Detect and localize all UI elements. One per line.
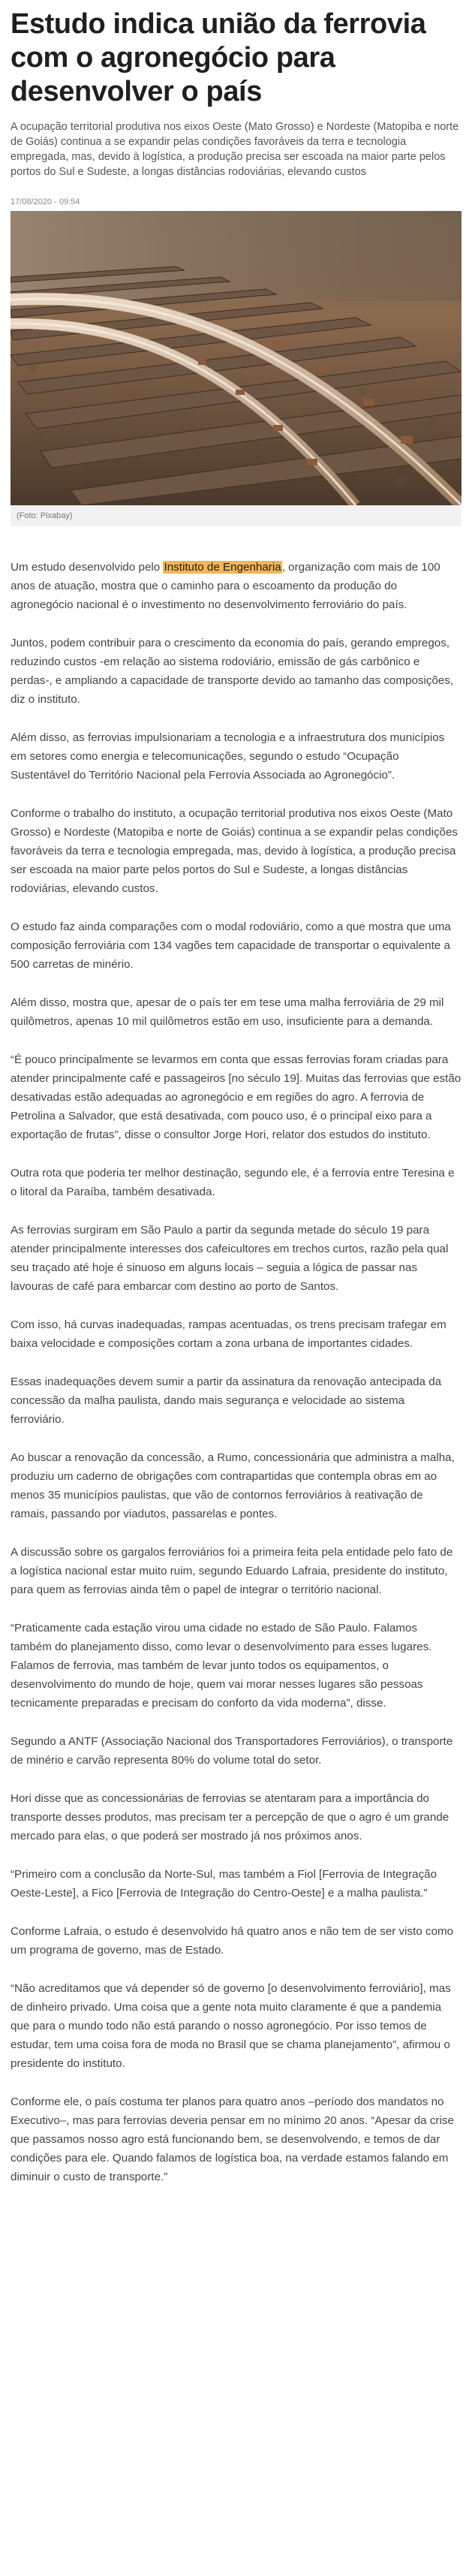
article-lead: A ocupação territorial produtiva nos eixos Oeste (Mato Grosso) e Nordeste (Matopiba e norte de Goiás) continua a se expandir pelas condições favoráveis da terra e tecnologia empregada, mas, devido à logística, a produção precisa ser escoada na maior parte pelos portos do Sul e Sudeste, a longas distâncias rodoviárias, elevando custos — [11, 121, 459, 178]
article-date: 17/08/2020 - 09:54 — [11, 197, 80, 206]
photo-caption: (Foto: Pixabay) — [11, 505, 461, 526]
paragraph: “Primeiro com a conclusão da Norte-Sul, mas também a Fiol [Ferrovia de Integração Oeste-Leste], a Fico [Ferrovia de Integração do Centro-Oeste] e a malha paulista.” — [11, 1868, 437, 1900]
paragraph: “Praticamente cada estação virou uma cidade no estado de São Paulo. Falamos também do planejamento disso, como levar o desenvolvimento para esses lugares. Falamos de ferrovia, mas também de levar junto todos os equipamentos, o desenvolvimento do mundo de hoje, quem vai morar nesses lugares são pessoas tecnicamente preparadas e precisam do conforto da vida moderna”, disse. — [11, 1622, 432, 1710]
article-title: Estudo indica união da ferrovia com o agronegócio para desenvolver o país — [11, 8, 426, 107]
paragraph: Com isso, há curvas inadequadas, rampas acentuadas, os trens precisam trafegar em baixa velocidade e composições cortam a zona urbana de importantes cidades. — [11, 1318, 446, 1350]
paragraph: Segundo a ANTF (Associação Nacional dos Transportadores Ferroviários), o transporte de minério e carvão representa 80% do volume total do setor. — [11, 1735, 453, 1767]
paragraph: “Não acreditamos que vá depender só de governo [o desenvolvimento ferroviário], mas de dinheiro privado. Uma coisa que a gente nota muito claramente é que a pandemia que para o mundo todo não está parando o nosso agronegócio. Por isso temos de estudar, tem uma coisa fora de moda no Brasil que se chama planejamento”, afirmou o presidente do instituto. — [11, 1982, 451, 2070]
paragraph: Conforme o trabalho do instituto, a ocupação territorial produtiva nos eixos Oeste (Mato Grosso) e Nordeste (Matopiba e norte de Goiás) continua a se expandir pelas condições favoráveis da terra e tecnologia empregada, mas, devido à logística, a produção precisa ser escoada na maior parte pelos portos do Sul e Sudeste, a longas distâncias rodoviárias, elevando custos. — [11, 807, 458, 895]
paragraph: Essas inadequações devem sumir a partir da assinatura da renovação antecipada da concessão da malha paulista, dando mais segurança e velocidade ao sistema ferroviário. — [11, 1375, 442, 1426]
paragraph-intro-text-start: Um estudo desenvolvido pelo — [11, 561, 164, 574]
paragraph: Hori disse que as concessionárias de ferrovias se atentaram para a importância do transporte desses produtos, mas precisam ter a percepção de que o agro é um grande mercado para elas, o que poderá ser mostrado já nos próximos anos. — [11, 1792, 449, 1842]
railroad-track-photo — [11, 211, 461, 505]
paragraph: As ferrovias surgiram em São Paulo a partir da segunda metade do século 19 para atender principalmente interesses dos cafeicultores em trechos curtos, razão pela qual seu traçado até hoje é sinuoso em alguns locais – seguia a lógica de passar nas lavouras de café para embarcar com destino ao porto de Santos. — [11, 1224, 449, 1293]
institute-link-highlight[interactable]: Instituto de Engenharia — [164, 561, 281, 574]
paragraph: “É pouco principalmente se levarmos em conta que essas ferrovias foram criadas para atender principalmente café e passageiros [no século 19]. Muitas das ferrovias que estão desativadas estão adequadas ao agronegócio e em regiões do agro. A ferrovia de Petrolina a Salvador, que está desativada, com pouco uso, é o principal eixo para a exportação de frutas”, disse o consultor Jorge Hori, relator dos estudos do instituto. — [11, 1053, 461, 1141]
paragraph: Juntos, podem contribuir para o crescimento da economia do país, gerando empregos, reduzindo custos -em relação ao sistema rodoviário, emissão de gás carbônico e perdas-, e ampliando a capacidade de transporte devido ao tamanho das composições, diz o instituto. — [11, 637, 454, 706]
paragraph: Além disso, as ferrovias impulsionariam a tecnologia e a infraestrutura dos municípios em setores como energia e telecomunicações, segundo o estudo “Ocupação Sustentável do Território Nacional pela Ferrovia Associada ao Agronegócio”. — [11, 731, 445, 782]
paragraph: Além disso, mostra que, apesar de o país ter em tese uma malha ferroviária de 29 mil quilômetros, apenas 10 mil quilômetros estão em uso, insuficiente para a demanda. — [11, 996, 444, 1028]
paragraph: Ao buscar a renovação da concessão, a Rumo, concessionária que administra a malha, produziu um caderno de obrigações com contrapartidas que contempla obras em ao menos 35 municípios paulistas, que vão de contornos ferroviários à reativação de ramais, passando por viadutos, passarelas e pontes. — [11, 1451, 455, 1520]
paragraph-intro-text-end: , organização com mais de 100 anos de atuação, mostra que o caminho para o escoamento da produção do agronegócio nacional é o investimento no desenvolvimento ferroviário do país. — [11, 561, 440, 611]
paragraph-intro — [11, 558, 461, 614]
article-body — [11, 558, 461, 2186]
article-figure — [11, 211, 461, 526]
paragraph: Conforme ele, o país costuma ter planos para quatro anos –período dos mandatos no Executivo–, mas para ferrovias deveria pensar em no mínimo 20 anos. “Apesar da crise que passamos nosso agro está funcionando bem, se desenvolvendo, e temos de dar condições para ele. Quando falamos de logística boa, na verdade estamos falando em diminuir o custo de transporte.” — [11, 2095, 454, 2183]
paragraph: A discussão sobre os gargalos ferroviários foi a primeira feita pela entidade pelo fato de a logística nacional estar muito ruim, segundo Eduardo Lafraia, presidente do instituto, para quem as ferrovias ainda têm o papel de integrar o território nacional. — [11, 1546, 453, 1596]
paragraph: Conforme Lafraia, o estudo é desenvolvido há quatro anos e não tem de ser visto como um programa de governo, mas de Estado. — [11, 1925, 454, 1957]
paragraph: Outra rota que poderia ter melhor destinação, segundo ele, é a ferrovia entre Teresina e o litoral da Paraíba, também desativada. — [11, 1167, 455, 1198]
paragraph: O estudo faz ainda comparações com o modal rodoviário, como a que mostra que uma composição ferroviária com 134 vagões tem capacidade de transportar o equivalente a 500 carretas de minério. — [11, 920, 451, 971]
